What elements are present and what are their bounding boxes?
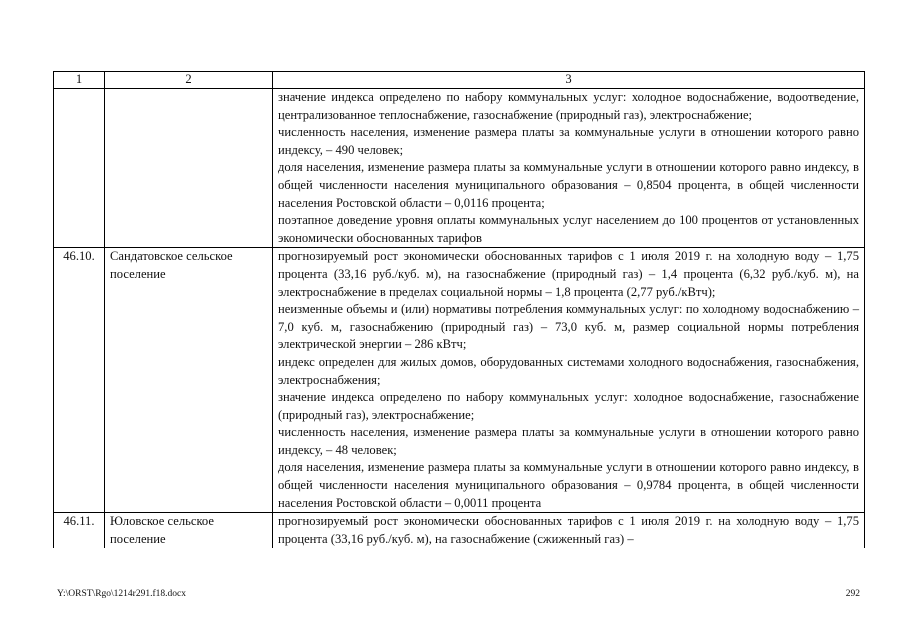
- paragraph: поэтапное доведение уровня оплаты коммунальных услуг населением до 100 процентов от установленных экономически обоснованных тарифов: [278, 213, 859, 245]
- paragraph: численность населения, изменение размера платы за коммунальные услуги в отношении которого равно индексу, – 490 человек;: [278, 125, 859, 157]
- paragraph: неизменные объемы и (или) нормативы потребления коммунальных услуг: по холодному водоснабжению – 7,0 куб. м, газоснабжению (природный газ) – 73,0 куб. м, размер социальной нормы потребления электрической энергии – 286 кВтч;: [278, 302, 859, 352]
- paragraph: прогнозируемый рост экономически обоснованных тарифов с 1 июля 2019 г. на холодную воду – 1,75 процента (33,16 руб./куб. м), на газоснабжение (природный газ) – 1,4 процента (6,32 руб./куб. м), на электроснабжение в пределах социальной нормы – 1,8 процента (2,77 руб./кВтч);: [278, 249, 859, 299]
- header-row: [54, 72, 865, 89]
- table-row: [54, 513, 865, 549]
- column-header: 2: [105, 72, 273, 89]
- paragraph: доля населения, изменение размера платы за коммунальные услуги в отношении которого равно индексу, в общей численности населения муниципального образования – 0,9784 процента, в общей численности населения Ростовской области – 0,0011 процента: [278, 460, 859, 510]
- settlement-name-cell: Сандатовское сельское поселение: [105, 248, 273, 513]
- data-table: [53, 71, 865, 548]
- table-row-continuation: [54, 89, 865, 248]
- description-cell: [273, 248, 865, 513]
- row-number-cell: [54, 89, 105, 248]
- settlement-name-cell: [105, 89, 273, 248]
- column-header: 3: [273, 72, 865, 89]
- row-number-cell: 46.11.: [54, 513, 105, 549]
- settlement-name-cell: Юловское сельское поселение: [105, 513, 273, 549]
- row-number-cell: 46.10.: [54, 248, 105, 513]
- paragraph: прогнозируемый рост экономически обоснованных тарифов с 1 июля 2019 г. на холодную воду – 1,75 процента (33,16 руб./куб. м), на газоснабжение (сжиженный газ) –: [278, 514, 859, 546]
- paragraph: доля населения, изменение размера платы за коммунальные услуги в отношении которого равно индексу, в общей численности населения муниципального образования – 0,8504 процента, в общей численности населения Ростовской области – 0,0116 процента;: [278, 160, 859, 210]
- paragraph: численность населения, изменение размера платы за коммунальные услуги в отношении которого равно индексу, – 48 человек;: [278, 425, 859, 457]
- page-footer: [57, 589, 860, 599]
- description-cell: [273, 513, 865, 549]
- paragraph: индекс определен для жилых домов, оборудованных системами холодного водоснабжения, газоснабжения, электроснабжения;: [278, 354, 859, 387]
- page-number: 292: [845, 589, 860, 599]
- table-row: [54, 248, 865, 513]
- column-header: 1: [54, 72, 105, 89]
- file-path: Y:\ORST\Rgo\1214r291.f18.docx: [57, 589, 186, 599]
- paragraph: значение индекса определено по набору коммунальных услуг: холодное водоснабжение, газоснабжение (природный газ), электроснабжение;: [278, 390, 859, 422]
- paragraph: значение индекса определено по набору коммунальных услуг: холодное водоснабжение, водоотведение, централизованное теплоснабжение, газоснабжение (природный газ), электроснабжение;: [278, 90, 859, 122]
- description-cell: [273, 89, 865, 248]
